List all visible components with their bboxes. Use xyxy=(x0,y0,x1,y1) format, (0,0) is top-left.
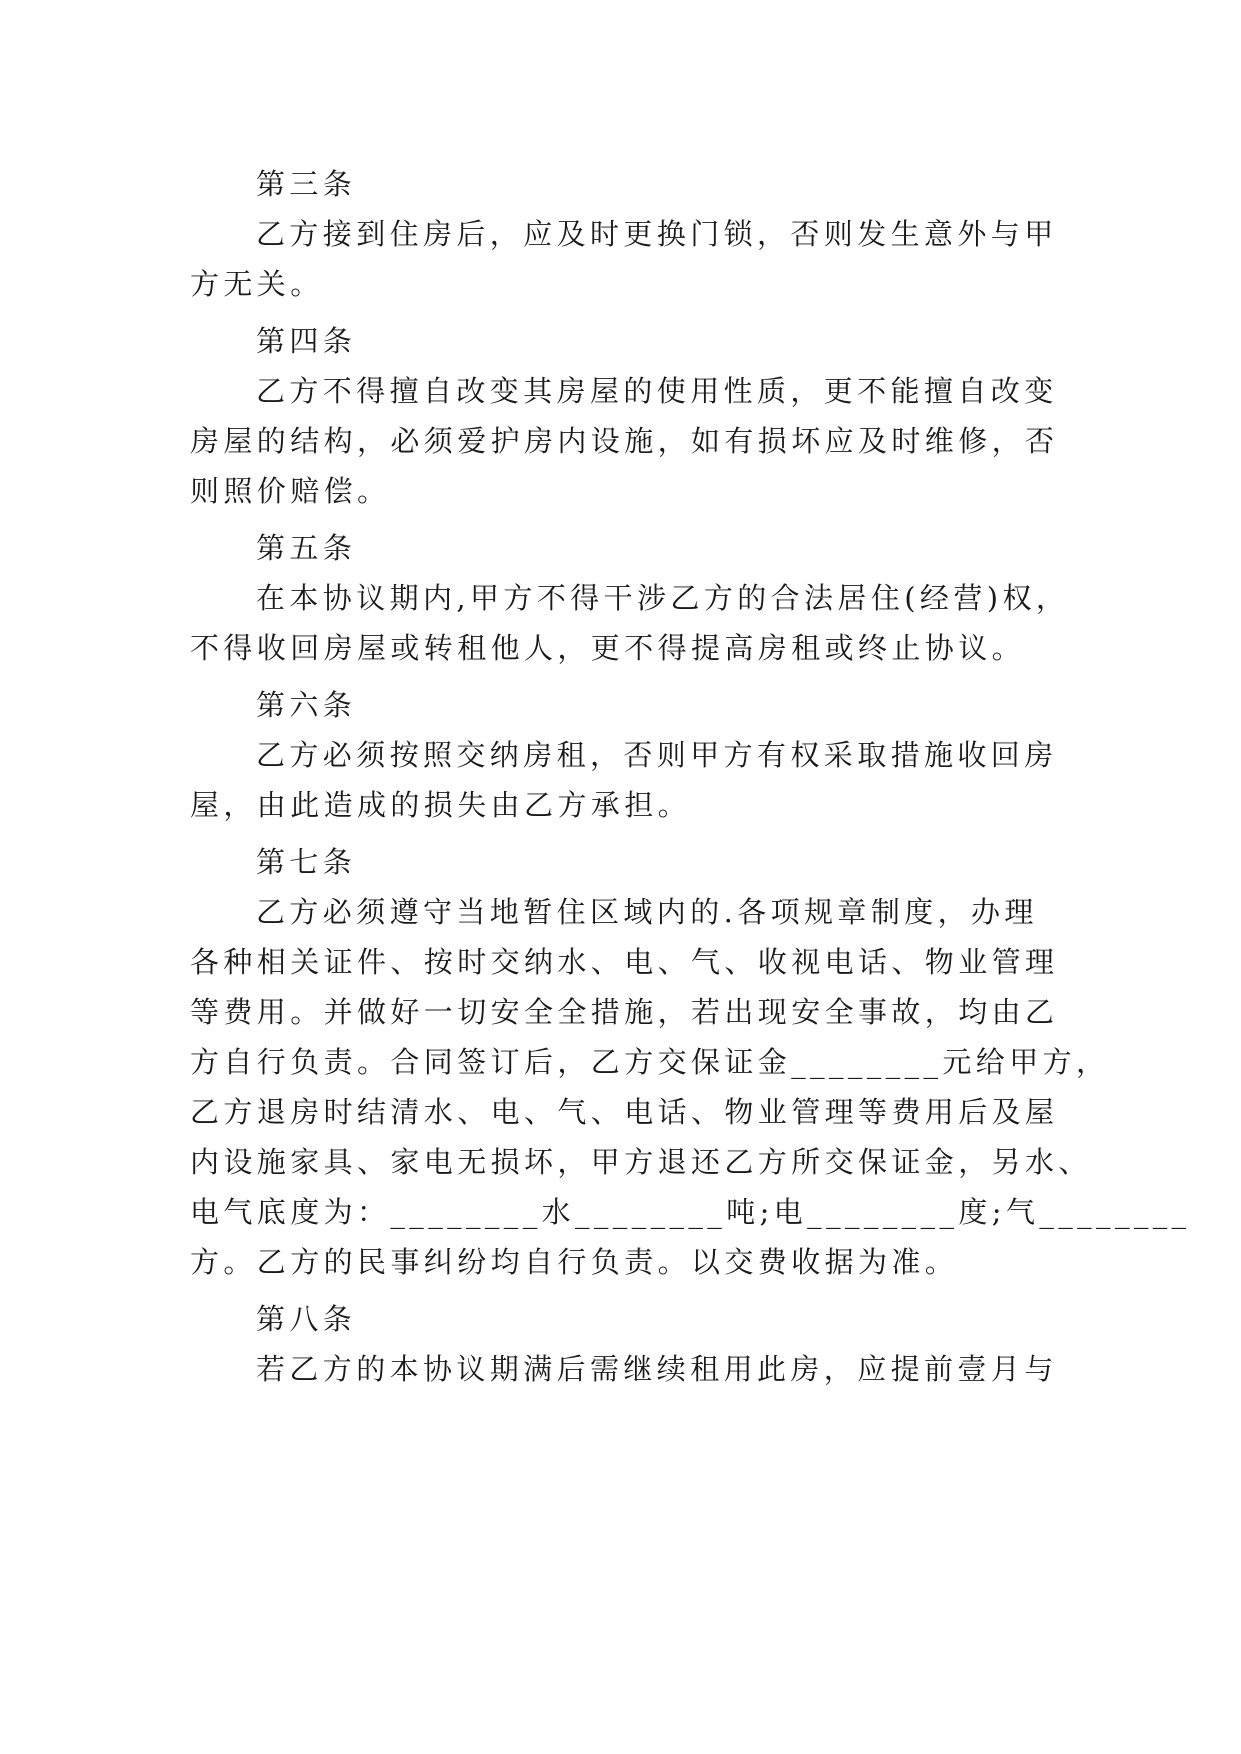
paragraph-line: 乙方退房时结清水、电、气、电话、物业管理等费用后及屋 xyxy=(190,1095,1059,1129)
article-heading-7: 第七条 xyxy=(256,845,357,879)
paragraph-line: 等费用。并做好一切安全全措施，若出现安全事故，均由乙 xyxy=(190,995,1059,1029)
paragraph-line: 内设施家具、家电无损坏，甲方退还乙方所交保证金，另水、 xyxy=(190,1145,1092,1179)
article-heading-3: 第三条 xyxy=(256,167,357,201)
paragraph-line: 屋，由此造成的损失由乙方承担。 xyxy=(190,788,692,822)
paragraph-line: 乙方必须按照交纳房租，否则甲方有权采取措施收回房 xyxy=(256,738,1058,772)
article-heading-6: 第六条 xyxy=(256,688,357,722)
article-heading-8: 第八条 xyxy=(256,1302,357,1336)
paragraph-line: 方无关。 xyxy=(190,267,324,301)
paragraph-line: 在本协议期内,甲方不得干涉乙方的合法居住(经营)权， xyxy=(256,581,1070,615)
paragraph-line: 电气底度为：________水________吨;电________度;气________ xyxy=(190,1195,1191,1229)
article-heading-4: 第四条 xyxy=(256,324,357,358)
paragraph-line: 则照价赔偿。 xyxy=(190,474,391,508)
paragraph-line: 方自行负责。合同签订后，乙方交保证金________元给甲方， xyxy=(190,1045,1110,1079)
paragraph-line: 房屋的结构，必须爱护房内设施，如有损坏应及时维修，否 xyxy=(190,424,1059,458)
paragraph-line: 若乙方的本协议期满后需继续租用此房，应提前壹月与 xyxy=(256,1352,1058,1386)
paragraph-line: 方。乙方的民事纠纷均自行负责。以交费收据为准。 xyxy=(190,1245,959,1279)
paragraph-line: 各种相关证件、按时交纳水、电、气、收视电话、物业管理 xyxy=(190,945,1059,979)
paragraph-line: 不得收回房屋或转租他人，更不得提高房租或终止协议。 xyxy=(190,631,1026,665)
paragraph-line: 乙方接到住房后，应及时更换门锁，否则发生意外与甲 xyxy=(256,217,1058,251)
paragraph-line: 乙方必须遵守当地暂住区域内的.各项规章制度，办理 xyxy=(256,895,1038,929)
article-heading-5: 第五条 xyxy=(256,531,357,565)
paragraph-line: 乙方不得擅自改变其房屋的使用性质，更不能擅自改变 xyxy=(256,374,1058,408)
